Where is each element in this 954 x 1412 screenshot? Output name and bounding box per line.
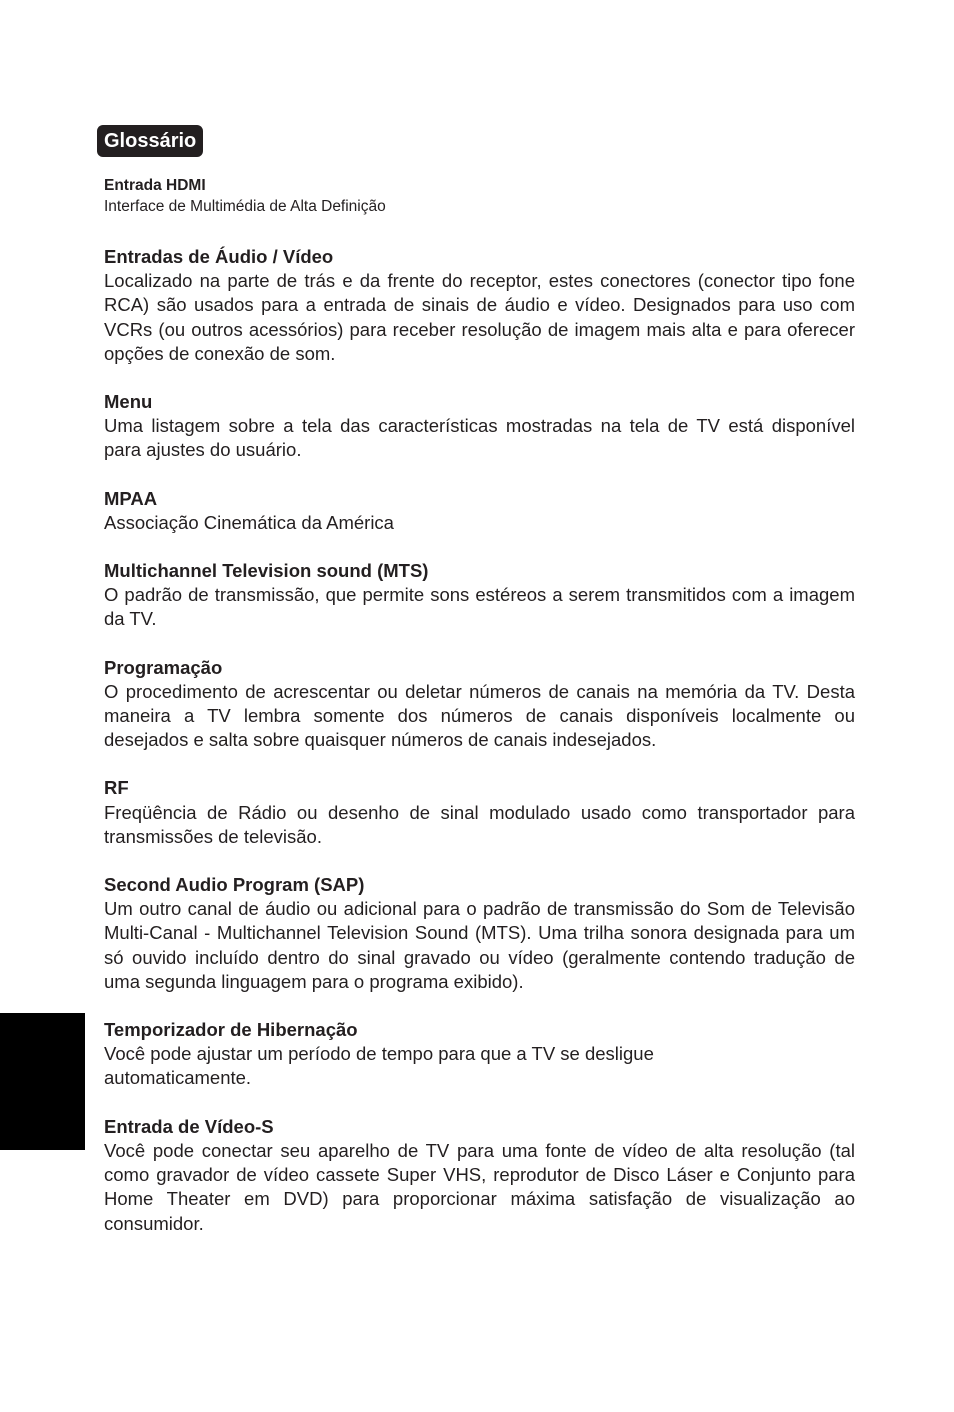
glossary-term: Entrada de Vídeo-S — [104, 1115, 274, 1137]
glossary-entry — [104, 174, 855, 217]
glossary-definition: O padrão de transmissão, que permite sons estéreos a serem transmitidos com a imagem da TV. — [104, 584, 855, 630]
glossary-term: Second Audio Program (SAP) — [104, 874, 365, 896]
glossary-definition: O procedimento de acrescentar ou deletar números de canais na memória da TV. Desta maneira a TV lembra somente dos números de canais disponíveis localmente ou desejados e salta sobre quaisquer números de canais indesejados. — [104, 680, 855, 751]
glossary-entry — [104, 559, 855, 632]
glossary-entry — [104, 656, 855, 753]
side-tab-marker — [0, 1013, 85, 1150]
glossary-entry — [104, 1018, 855, 1091]
glossary-definition: Você pode ajustar um período de tempo para que a TV se desligue automaticamente. — [104, 1043, 654, 1089]
glossary-definition: Interface de Multimédia de Alta Definição — [104, 198, 386, 215]
glossary-term: Menu — [104, 391, 153, 413]
glossary-definition: Um outro canal de áudio ou adicional para o padrão de transmissão do Som de Televisão Multi-Canal - Multichannel Television Sound (MTS). Uma trilha sonora designada para um só ouvido incluído dentro do sinal gravado ou vídeo (geralmente contendo tradução de uma segunda linguagem para o programa exibido). — [104, 898, 855, 992]
glossary-definition: Associação Cinemática da América — [104, 511, 394, 533]
glossary-entry — [104, 1115, 855, 1236]
glossary-list — [104, 174, 855, 1236]
glossary-entry — [104, 245, 855, 366]
glossary-term: Entradas de Áudio / Vídeo — [104, 246, 334, 267]
page-title: Glossário — [97, 125, 203, 157]
glossary-definition: Localizado na parte de trás e da frente do receptor, estes conectores (conector tipo fone RCA) são usados para a entrada de sinais de áudio e vídeo. Designados para uso com VCRs (ou outros acessórios) para receber resolução de imagem mais alta e para oferecer opções de conexão de som. — [104, 270, 855, 364]
glossary-term: MPAA — [104, 487, 158, 509]
glossary-entry — [104, 776, 855, 849]
glossary-entry — [104, 390, 855, 463]
glossary-definition: Freqüência de Rádio ou desenho de sinal modulado usado como transportador para transmissões de televisão. — [104, 801, 855, 847]
glossary-term: Multichannel Television sound (MTS) — [104, 560, 429, 582]
glossary-term: Entrada HDMI — [104, 177, 206, 194]
glossary-term: Programação — [104, 656, 223, 678]
glossary-definition: Você pode conectar seu aparelho de TV para uma fonte de vídeo de alta resolução (tal como gravador de vídeo cassete Super VHS, reprodutor de Disco Láser e Conjunto para Home Theater em DVD) para proporcionar máxima satisfação de visualização ao consumidor. — [104, 1139, 855, 1234]
glossary-entry — [104, 873, 855, 994]
glossary-term: RF — [104, 777, 129, 799]
glossary-term: Temporizador de Hibernação — [104, 1019, 358, 1041]
glossary-entry — [104, 487, 855, 535]
glossary-definition: Uma listagem sobre a tela das características mostradas na tela de TV está disponível para ajustes do usuário. — [104, 415, 855, 461]
